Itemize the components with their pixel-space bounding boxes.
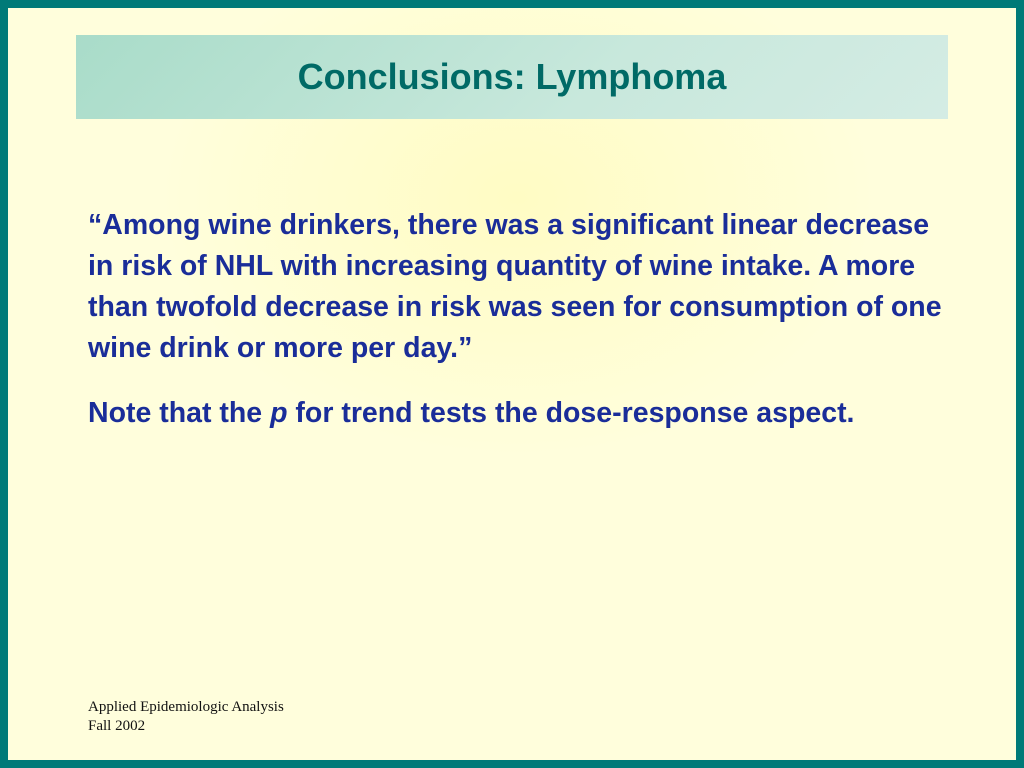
footer (88, 698, 284, 736)
footer-course: Applied Epidemiologic Analysis (88, 699, 284, 715)
footer-term: Fall 2002 (88, 718, 146, 734)
note-text-after: for trend tests the dose-response aspect. (287, 397, 855, 429)
note-italic-p: p (270, 397, 288, 429)
note-paragraph (88, 393, 948, 434)
slide-body (88, 205, 948, 434)
title-bar (76, 35, 948, 119)
slide-title: Conclusions: Lymphoma (297, 56, 727, 97)
note-text-before: Note that the (88, 397, 271, 429)
quote-paragraph: “Among wine drinkers, there was a significant linear decrease in risk of NHL with increasing quantity of wine intake. A more than twofold decrease in risk was seen for consumption of one wine drink or more per day.” (88, 209, 942, 364)
